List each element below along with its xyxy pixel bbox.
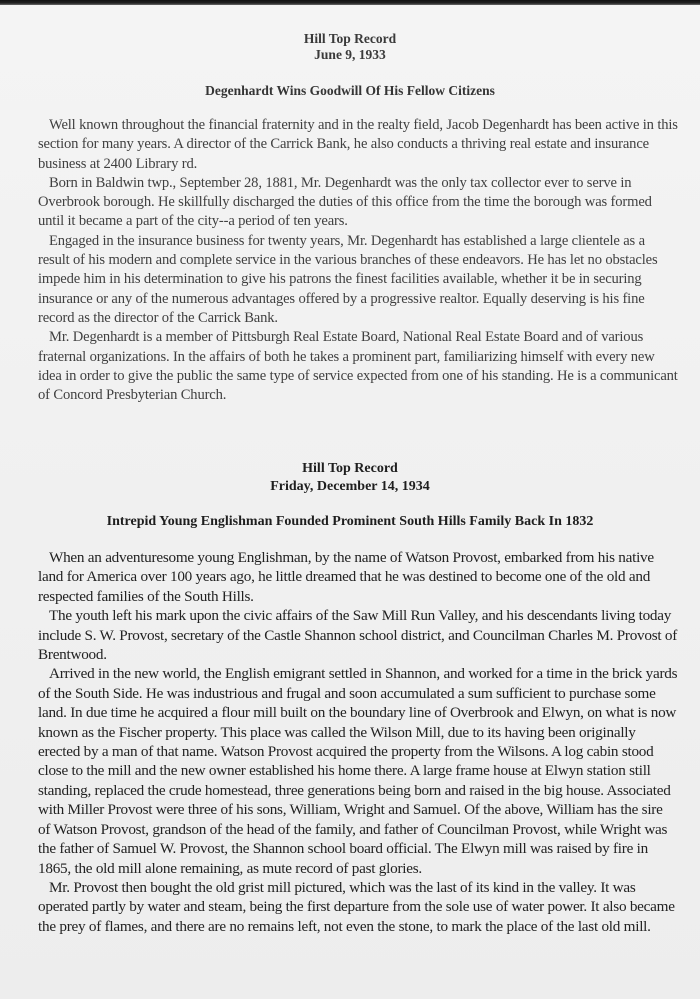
article-headline: Degenhardt Wins Goodwill Of His Fellow Citizens	[205, 83, 495, 98]
paragraph: Born in Baldwin twp., September 28, 1881, Mr. Degenhardt was the only tax collector ever to serve in Overbrook borough. He skillfully discharged the duties of this office from the time the borough was formed until it became a part of the city--a period of ten years.	[38, 174, 652, 230]
paragraph: Mr. Provost then bought the old grist mill pictured, which was the last of its kind in the valley. It was operated partly by water and steam, being the first departure from the sole use of water power. It also became the prey of flames, and there are no remains left, not even the stone, to mark the place of the last old mill.	[38, 878, 675, 935]
publication-name: Hill Top Record	[302, 461, 398, 476]
paragraph: Mr. Degenhardt is a member of Pittsburgh Real Estate Board, National Real Estate Board and of various fraternal organizations. In the affairs of both he takes a prominent part, familiarizing himself with every new idea in order to give the public the same type of service expected from one of his standing. He is a communicant of Concord Presbyterian Church.	[38, 329, 678, 404]
article-body	[38, 116, 678, 405]
article-body	[38, 548, 678, 936]
paragraph: The youth left his mark upon the civic affairs of the Saw Mill Run Valley, and his descendants living today include S. W. Provost, secretary of the Castle Shannon school district, and Councilman Charles M. Provost of Brentwood.	[38, 607, 678, 664]
publication-date: Friday, December 14, 1934	[270, 479, 430, 494]
paragraph: When an adventuresome young Englishman, by the name of Watson Provost, embarked from his native land for America over 100 years ago, he little dreamed that he was destined to become one of the old and respected families of the South Hills.	[38, 549, 654, 605]
publication-date: June 9, 1933	[314, 47, 386, 62]
publication-name: Hill Top Record	[303, 31, 397, 46]
article-headline: Intrepid Young Englishman Founded Prominent South Hills Family Back In 1832	[106, 514, 594, 529]
paragraph: Arrived in the new world, the English emigrant settled in Shannon, and worked for a time in the brick yards of the South Side. He was industrious and frugal and soon accumulated a sum sufficient to purchase some land. In due time he acquired a flour mill built on the boundary line of Overbrook and Elwyn, on what is now known as the Fischer property. This place was called the Wilson Mill, due to its having been originally erected by a man of that name. Watson Provost acquired the property from the Wilsons. A log cabin stood close to the mill and the new owner established his home there. A large frame house at Elwyn station still standing, replaced the crude homestead, three generations being born and raised in the big house. Associated with Miller Provost were three of his sons, William, Wright and Samuel. Of the above, William has the sire of Watson Provost, grandson of the head of the family, and father of Councilman Provost, while Wright was the father of Samuel W. Provost, the Shannon school board official. The Elwyn mill was raised by fire in 1865, the old mill alone remaining, as mute record of past glories.	[38, 665, 678, 877]
scanned-document-page	[0, 5, 700, 999]
paragraph: Well known throughout the financial fraternity and in the realty field, Jacob Degenhardt has been active in this section for many years. A director of the Carrick Bank, he also conducts a thriving real estate and insurance business at 2400 Library rd.	[38, 117, 678, 172]
paragraph: Engaged in the insurance business for twenty years, Mr. Degenhardt has established a large clientele as a result of his modern and complete service in the various branches of these endeavors. He has let no obstacles impede him in his determination to give his patrons the finest facilities available, whether it be in securing insurance or any of the numerous advantages offered by a progressive realtor. Equally deserving is his fine record as the director of the Carrick Bank.	[38, 232, 658, 326]
